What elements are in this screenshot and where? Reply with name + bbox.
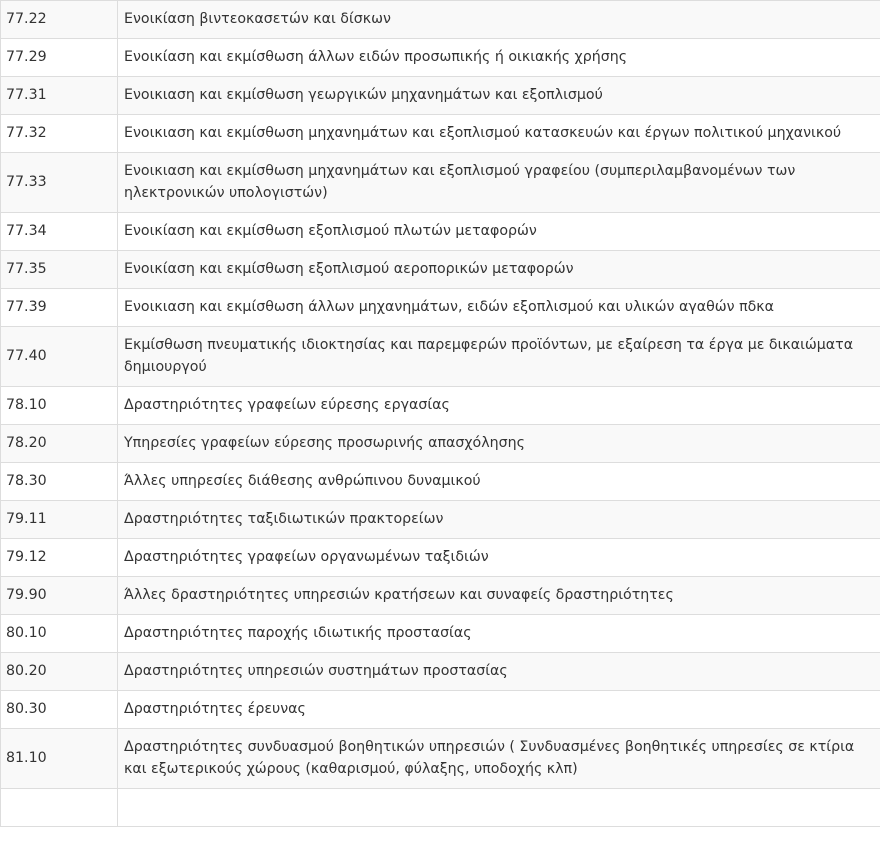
- table-row: [1, 463, 880, 501]
- code-cell: 77.32: [1, 115, 118, 153]
- code-cell: 77.29: [1, 39, 118, 77]
- description-cell: Ενοικιαση και εκμίσθωση γεωργικών μηχανημάτων και εξοπλισμού: [118, 77, 880, 115]
- table-row: [1, 115, 880, 153]
- code-cell: 79.12: [1, 539, 118, 577]
- table-row: [1, 425, 880, 463]
- description-cell: Δραστηριότητες ταξιδιωτικών πρακτορείων: [118, 501, 880, 539]
- code-cell: 81.10: [1, 729, 118, 789]
- description-cell: Άλλες δραστηριότητες υπηρεσιών κρατήσεων και συναφείς δραστηριότητες: [118, 577, 880, 615]
- table-row: [1, 501, 880, 539]
- description-cell: Ενοικιαση και εκμίσθωση μηχανημάτων και εξοπλισμού γραφείου (συμπεριλαμβανομένων των ηλεκτρονικών υπολογιστών): [118, 153, 880, 213]
- code-cell: 77.35: [1, 251, 118, 289]
- table-row: [1, 251, 880, 289]
- description-cell: Δραστηριότητες παροχής ιδιωτικής προστασίας: [118, 615, 880, 653]
- description-cell: Δραστηριότητες υπηρεσιών συστημάτων προστασίας: [118, 653, 880, 691]
- code-cell: 77.34: [1, 213, 118, 251]
- table-row: [1, 387, 880, 425]
- code-cell: 77.39: [1, 289, 118, 327]
- code-cell: 77.31: [1, 77, 118, 115]
- description-cell: [118, 789, 880, 827]
- table-row: [1, 289, 880, 327]
- code-cell: 80.30: [1, 691, 118, 729]
- table-row: [1, 789, 880, 827]
- table-row: [1, 615, 880, 653]
- code-cell: 77.22: [1, 1, 118, 39]
- description-cell: Εκμίσθωση πνευματικής ιδιοκτησίας και παρεμφερών προϊόντων, με εξαίρεση τα έργα με δικαιώματα δημιουργού: [118, 327, 880, 387]
- description-cell: Ενοικίαση και εκμίσθωση εξοπλισμού πλωτών μεταφορών: [118, 213, 880, 251]
- code-cell: 80.10: [1, 615, 118, 653]
- code-cell: 78.20: [1, 425, 118, 463]
- code-cell: 77.40: [1, 327, 118, 387]
- code-cell: 78.10: [1, 387, 118, 425]
- description-cell: Υπηρεσίες γραφείων εύρεσης προσωρινής απασχόλησης: [118, 425, 880, 463]
- code-cell: 78.30: [1, 463, 118, 501]
- description-cell: Δραστηριότητες γραφείων οργανωμένων ταξιδιών: [118, 539, 880, 577]
- table-row: [1, 539, 880, 577]
- table-row: [1, 653, 880, 691]
- table-row: [1, 1, 880, 39]
- code-cell: [1, 789, 118, 827]
- description-cell: Ενοικίαση βιντεοκασετών και δίσκων: [118, 1, 880, 39]
- table-row: [1, 77, 880, 115]
- table-body: [1, 1, 880, 827]
- description-cell: Ενοικίαση και εκμίσθωση εξοπλισμού αεροπορικών μεταφορών: [118, 251, 880, 289]
- code-cell: 79.90: [1, 577, 118, 615]
- description-cell: Ενοικίαση και εκμίσθωση άλλων ειδών προσωπικής ή οικιακής χρήσης: [118, 39, 880, 77]
- description-cell: Δραστηριότητες έρευνας: [118, 691, 880, 729]
- description-cell: Δραστηριότητες συνδυασμού βοηθητικών υπηρεσιών ( Συνδυασμένες βοηθητικές υπηρεσίες σε κτίρια και εξωτερικούς χώρους (καθαρισμού, φύλαξης, υποδοχής κλπ): [118, 729, 880, 789]
- table-row: [1, 153, 880, 213]
- description-cell: Άλλες υπηρεσίες διάθεσης ανθρώπινου δυναμικού: [118, 463, 880, 501]
- description-cell: Δραστηριότητες γραφείων εύρεσης εργασίας: [118, 387, 880, 425]
- description-cell: Ενοικιαση και εκμίσθωση μηχανημάτων και εξοπλισμού κατασκευών και έργων πολιτικού μηχανικού: [118, 115, 880, 153]
- table-row: [1, 39, 880, 77]
- code-cell: 79.11: [1, 501, 118, 539]
- code-cell: 80.20: [1, 653, 118, 691]
- table-row: [1, 729, 880, 789]
- table-row: [1, 691, 880, 729]
- table-row: [1, 213, 880, 251]
- table-row: [1, 577, 880, 615]
- table-row: [1, 327, 880, 387]
- code-cell: 77.33: [1, 153, 118, 213]
- description-cell: Ενοικιαση και εκμίσθωση άλλων μηχανημάτων, ειδών εξοπλισμού και υλικών αγαθών πδκα: [118, 289, 880, 327]
